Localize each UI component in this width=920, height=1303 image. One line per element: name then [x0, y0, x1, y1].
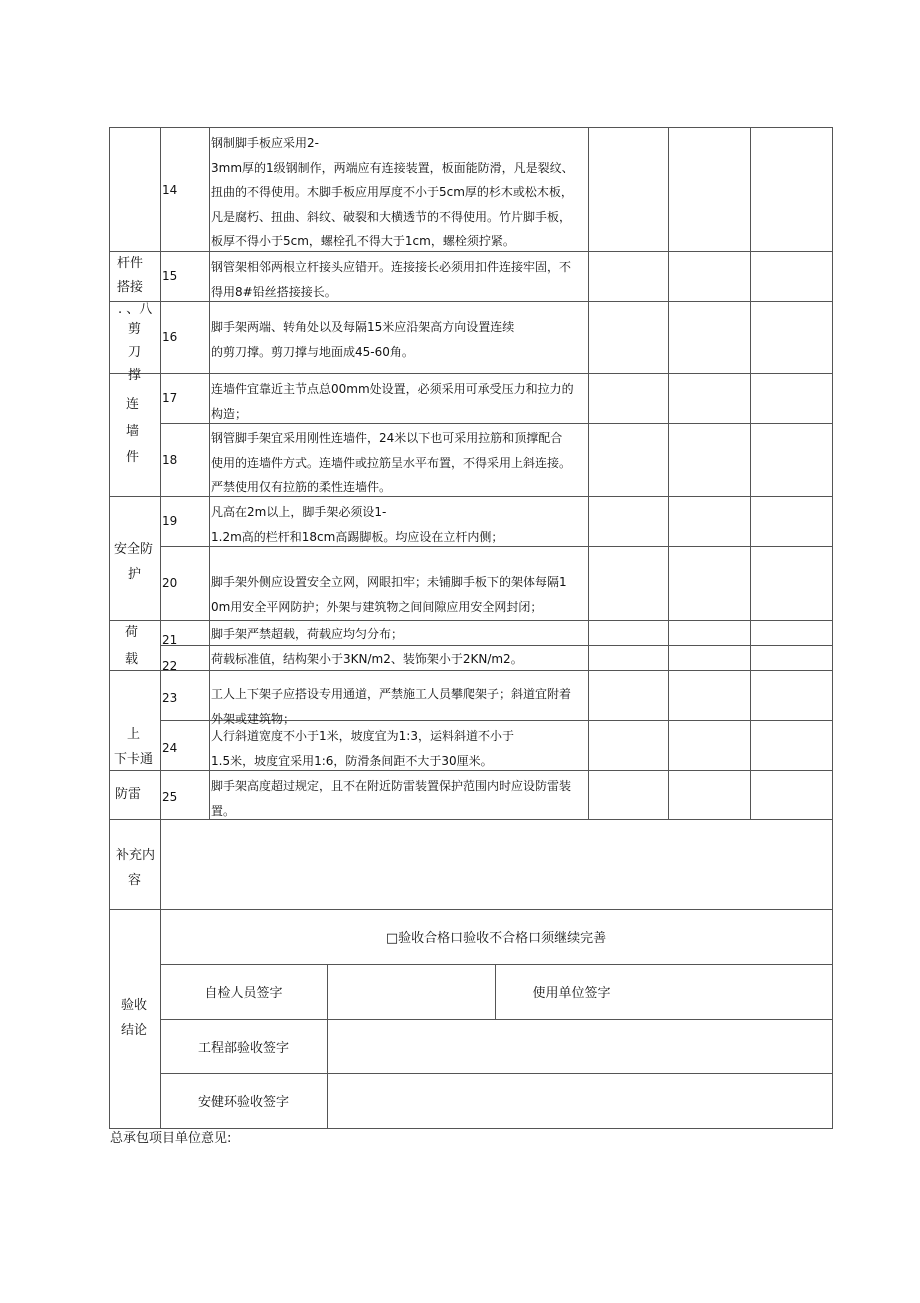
row-content-line: 构造；	[211, 406, 248, 421]
category-label: 剪	[128, 322, 142, 337]
row-content-line: 人行斜道宽度不小于1米，坡度宜为1:3，运料斜道不小于	[211, 729, 514, 743]
table-rule	[160, 423, 833, 424]
row-number: 24	[162, 741, 178, 755]
row-content-line: 严禁使用仅有拉筋的柔性连墙件。	[211, 480, 392, 494]
category-label: 件	[126, 450, 140, 465]
row-number: 22	[162, 659, 178, 673]
row-content-line: 得用8#铅丝搭接接长。	[211, 284, 337, 299]
row-content-line: 工人上下架子应搭设专用通道，严禁施工人员攀爬架子；斜道宜附着	[211, 687, 572, 701]
category-label: 连	[126, 397, 140, 412]
row-number: 16	[162, 330, 178, 344]
row-content-line: 外架或建筑物；	[211, 711, 296, 726]
category-label: . 、八	[118, 302, 153, 317]
category-label: 刀	[128, 345, 142, 360]
table-rule	[668, 127, 669, 820]
category-label: 下卡通	[114, 752, 154, 767]
conclusion-label: 结论	[121, 1023, 148, 1038]
table-rule	[327, 964, 328, 1129]
table-top-border	[109, 127, 833, 128]
row-content-line: 0m用安全平网防护；外架与建筑物之间间隙应用安全网封闭；	[211, 599, 543, 614]
row-content-line: 3mm厚的1级钢制作，两端应有连接装置，板面能防滑，凡是裂纹、	[211, 160, 574, 175]
conclusion-label: 验收	[121, 998, 148, 1013]
engineering-sign-label: 工程部验收签字	[197, 1040, 289, 1056]
table-rule	[750, 127, 751, 820]
table-rule	[109, 620, 833, 621]
row-content-line: 脚手架高度超过规定，且不在附近防雷装置保护范围内时应设防雷装	[211, 779, 572, 793]
row-number: 18	[162, 453, 178, 467]
category-label: 墙	[126, 424, 140, 439]
row-content-line: 脚手架两端、转角处以及每隔15米应沿架高方向设置连续	[211, 320, 515, 334]
row-content-line: 的剪刀撑。剪刀撑与地面成45-60角。	[211, 344, 414, 359]
supplement-label: 容	[128, 873, 142, 888]
category-label: 防雷	[115, 787, 142, 802]
general-contractor-opinion: 总承包项目单位意见:	[110, 1131, 232, 1146]
category-label: 护	[128, 567, 142, 582]
self-check-sign-label: 自检人员签字	[204, 986, 283, 1001]
row-content-line: 钢管架相邻两根立杆接头应错开。连接接长必须用扣件连接牢固，不	[211, 260, 572, 274]
table-left-border	[109, 127, 110, 1129]
table-rule	[588, 127, 589, 820]
category-label: 撑	[128, 368, 142, 383]
category-label: 上	[127, 727, 141, 742]
row-number: 17	[162, 391, 178, 405]
row-number: 23	[162, 691, 178, 705]
category-label: 荷	[125, 625, 139, 640]
table-rule	[209, 127, 210, 820]
row-content-line: 板厚不得小于5cm，螺栓孔不得大于1cm，螺栓须拧紧。	[211, 234, 515, 248]
row-content-line: 凡是腐朽、扭曲、斜纹、破裂和大横透节的不得使用。竹片脚手板，	[211, 209, 572, 224]
table-rule	[109, 373, 833, 374]
row-content-line: 1.2m高的栏杆和18cm高踢脚板。均应设在立杆内侧；	[211, 529, 504, 544]
row-content-line: 置。	[211, 803, 236, 818]
row-content-line: 扭曲的不得使用。木脚手板应用厚度不小于5cm厚的杉木或松木板，	[211, 185, 573, 199]
row-content-line: 钢管脚手架宜采用刚性连墙件，24米以下也可采用拉筋和顶撑配合	[211, 431, 563, 445]
supplement-label: 补充内	[116, 848, 156, 863]
row-content-line: 钢制脚手板应采用2-	[211, 136, 319, 150]
acceptance-result-options: □验收合格口验收不合格口须继续完善	[385, 931, 607, 946]
category-label: 搭接	[117, 280, 144, 295]
row-number: 15	[162, 269, 178, 283]
row-number: 20	[162, 576, 178, 590]
category-label: 安全防	[114, 542, 154, 557]
row-number: 19	[162, 514, 178, 528]
row-content-line: 脚手架外侧应设置安全立网，网眼扣牢；未铺脚手板下的架体每隔1	[211, 575, 567, 589]
row-content-line: 连墙件宜靠近主节点总00mm处设置，必须采用可承受压力和拉力的	[211, 382, 574, 396]
user-unit-sign-label: 使用单位签字	[532, 986, 611, 1001]
safety-sign-label: 安健环验收签字	[197, 1095, 289, 1110]
category-label: 杆件	[117, 256, 144, 271]
row-content-line: 1.5米，坡度宜采用1:6，防滑条间距不大于30厘米。	[211, 753, 493, 768]
row-content-line: 使用的连墙件方式。连墙件或拉筋呈水平布置，不得采用上斜连接。	[211, 455, 572, 470]
row-content-line: 荷载标准值，结构架小于3KN/m2、装饰架小于2KN/m2。	[211, 652, 523, 666]
row-number: 25	[162, 790, 178, 804]
row-number: 14	[162, 183, 178, 197]
row-number: 21	[162, 633, 178, 647]
category-label: 载	[125, 652, 139, 667]
row-content-line: 脚手架严禁超载，荷载应均匀分布；	[211, 627, 404, 641]
row-content-line: 凡高在2m以上，脚手架必须设1-	[211, 505, 387, 519]
table-right-border	[832, 127, 833, 1129]
